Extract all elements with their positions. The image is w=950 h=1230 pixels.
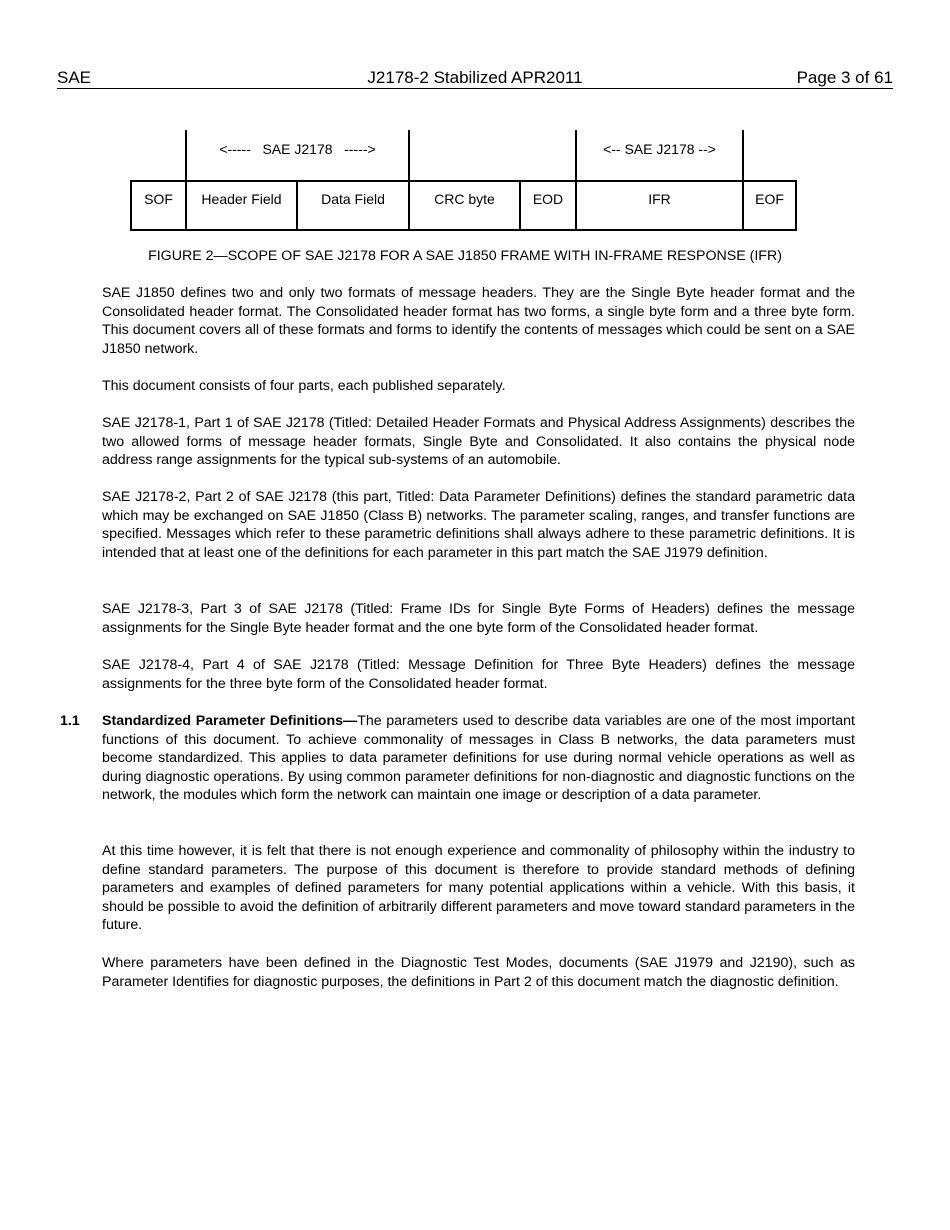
frame-diagram [0, 0, 950, 240]
header-doc-id: J2178-2 Stabilized APR2011 [367, 68, 583, 87]
diagram-line [130, 229, 797, 231]
diagram-cell: EOF [755, 191, 784, 207]
diagram-cell: Header Field [201, 191, 282, 207]
body-paragraph: SAE J2178-3, Part 3 of SAE J2178 (Titled: Frame IDs for Single Byte Forms of Headers) defines the message assignments for the Single Byte header format and the one byte form of the Consolidated header format. [102, 601, 855, 636]
diagram-cell: IFR [648, 191, 671, 207]
body-paragraph: SAE J2178-2, Part 2 of SAE J2178 (this part, Titled: Data Parameter Definitions) defines the standard parametric data which may be exchanged on SAE J1850 (Class B) networks. The parameter scaling, ranges, and transfer functions are specified. Messages which refer to these parametric definitions shall always adhere to these parametric definitions. It is intended that at least one of the definitions for each parameter in this part match the SAE J1979 definition. [102, 489, 855, 561]
body-paragraph: SAE J1850 defines two and only two formats of message headers. They are the Single Byte header format and the Consolidated header format. The Consolidated header format has two forms, a single byte form and a three byte form. This document covers all of these formats and forms to identify the contents of messages which could be sent on a SAE J1850 network. [102, 285, 855, 357]
body-paragraph: Where parameters have been defined in the Diagnostic Test Modes, documents (SAE J1979 and J2190), such as Parameter Identifies for diagnostic purposes, the definitions in Part 2 of this document match the diagnostic definition. [102, 955, 855, 990]
diagram-line [795, 180, 797, 231]
body-paragraph: SAE J2178-4, Part 4 of SAE J2178 (Titled: Message Definition for Three Byte Headers) defines the message assignments for the three byte form of the Consolidated header format. [102, 657, 855, 692]
diagram-line [130, 180, 797, 182]
diagram-cell: SOF [144, 191, 173, 207]
section-number: 1.1 [60, 713, 80, 729]
header-page-number: Page 3 of 61 [796, 68, 893, 87]
diagram-scope-label: <----- SAE J2178 -----> [219, 141, 376, 157]
body-paragraph: SAE J2178-1, Part 1 of SAE J2178 (Titled: Detailed Header Formats and Physical Address Assignments) describes the two allowed forms of message header formats, Single Byte and Consolidated. It also contains the physical node address range assignments for the typical sub-systems of an automobile. [102, 415, 855, 468]
diagram-cell: CRC byte [434, 191, 495, 207]
section-body: The parameters used to describe data variables are one of the most important functions of this document. To achieve commonality of messages in Class B networks, the data parameters must become standardized. This applies to data parameter definitions for use during normal vehicle operations as well as during diagnostic operations. By using common parameter definitions for non-diagnostic and diagnostic functions on the network, the modules which form the network can maintain one image or description of a data parameter. [102, 713, 855, 803]
body-paragraph: This document consists of four parts, each published separately. [102, 378, 506, 394]
section-title: Standardized Parameter Definitions— [102, 713, 358, 729]
section-paragraph [102, 712, 855, 805]
diagram-scope-label: <-- SAE J2178 --> [603, 141, 716, 157]
header-org: SAE [57, 68, 92, 87]
diagram-cell: EOD [532, 191, 564, 207]
diagram-line [408, 130, 410, 231]
diagram-cell: Data Field [321, 191, 385, 207]
figure-caption: FIGURE 2—SCOPE OF SAE J2178 FOR A SAE J1850 FRAME WITH IN-FRAME RESPONSE (IFR) [148, 248, 782, 264]
body-paragraph: At this time however, it is felt that there is not enough experience and commonality of philosophy within the industry to define standard parameters. The purpose of this document is therefore to provide standard methods of defining parameters and examples of defined parameters for many potential applications within a vehicle. With this basis, it should be possible to avoid the definition of arbitrarily different parameters and move toward standard parameters in the future. [102, 843, 855, 933]
diagram-line [742, 130, 744, 231]
